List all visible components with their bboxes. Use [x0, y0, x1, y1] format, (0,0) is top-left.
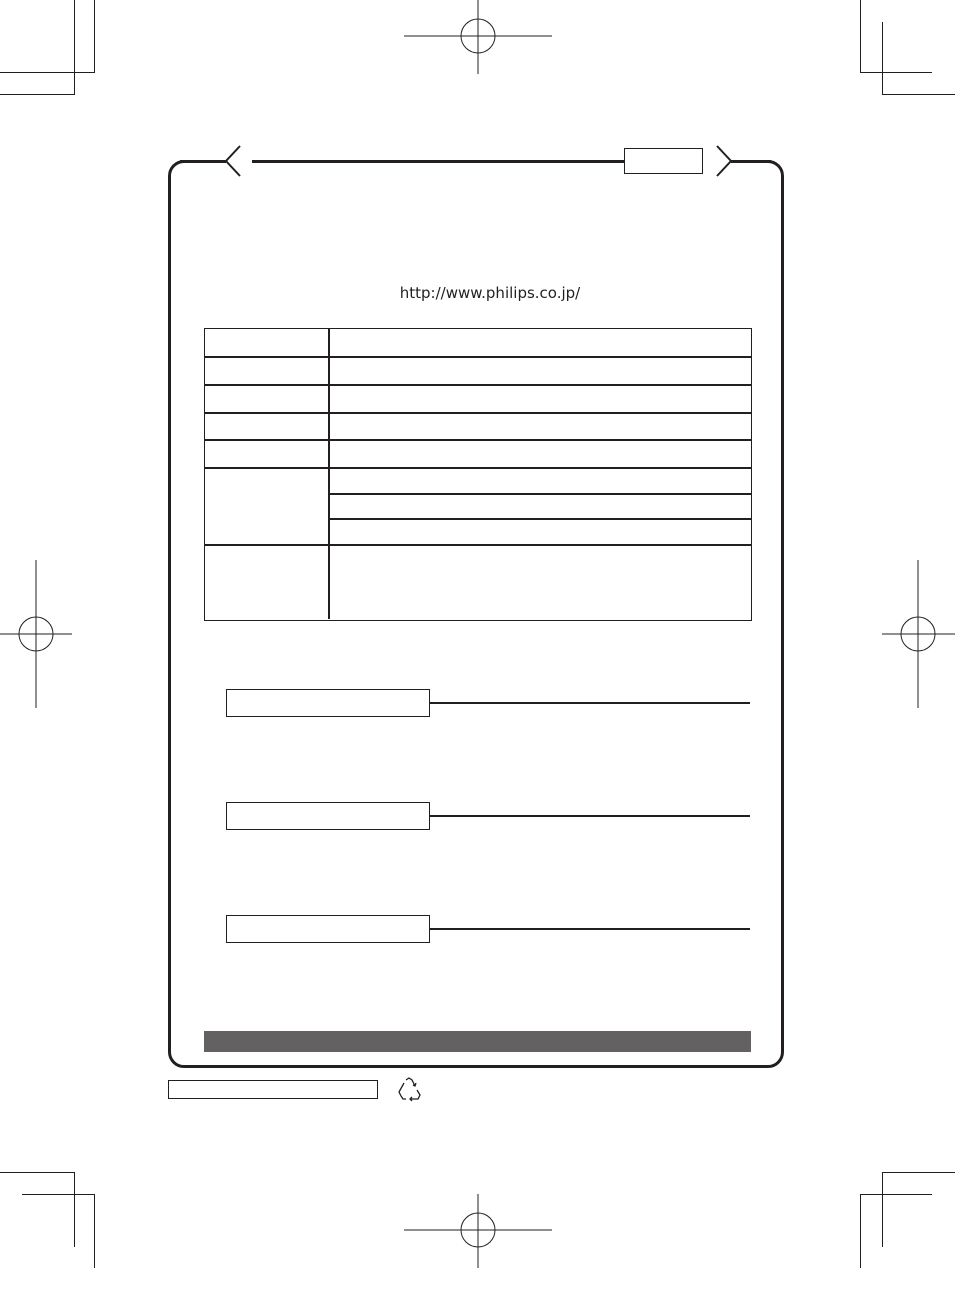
- label-box: [624, 148, 703, 174]
- footer-bar: [204, 1031, 751, 1052]
- table-row-divider: [205, 544, 751, 546]
- recycle-icon: [395, 1077, 423, 1103]
- registration-mark-icon: [0, 560, 72, 708]
- registration-mark-icon: [882, 560, 955, 708]
- entry-label-box: [226, 915, 430, 943]
- entry-label-box: [226, 689, 430, 717]
- code-box: [168, 1080, 378, 1099]
- table-subrow-divider: [328, 493, 751, 495]
- table-row-divider: [205, 384, 751, 386]
- frame-top-right-edge: [731, 160, 771, 163]
- table-row-divider: [205, 467, 751, 469]
- table-row-divider: [205, 356, 751, 358]
- registration-mark-icon: [404, 0, 552, 74]
- entry-label-box: [226, 802, 430, 830]
- entry-underline[interactable]: [430, 815, 750, 817]
- table-row-divider: [205, 412, 751, 414]
- spec-table: [204, 328, 752, 621]
- entry-underline[interactable]: [430, 702, 750, 704]
- entry-underline[interactable]: [430, 928, 750, 930]
- table-row-divider: [205, 439, 751, 441]
- registration-mark-icon: [404, 1194, 552, 1268]
- frame-top-left-edge: [180, 160, 226, 163]
- table-subrow-divider: [328, 518, 751, 520]
- website-url[interactable]: http://www.philips.co.jp/: [399, 284, 581, 302]
